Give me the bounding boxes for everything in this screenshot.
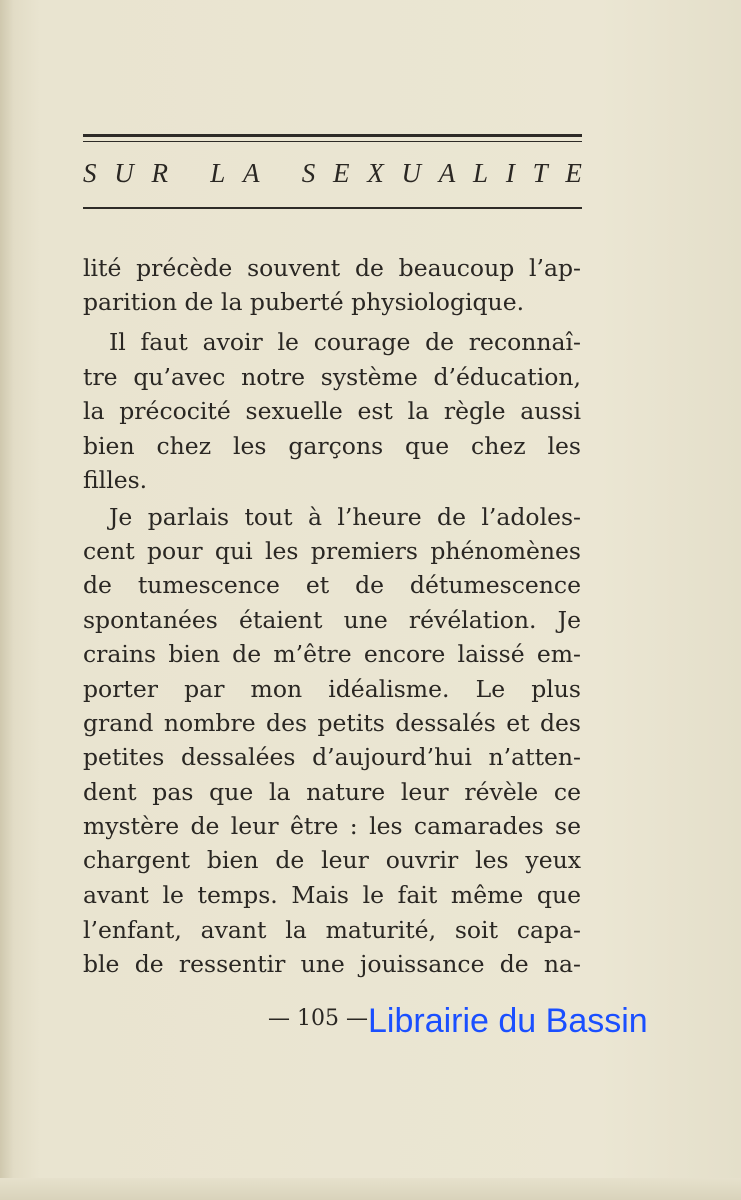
text-line: filles. bbox=[83, 466, 148, 494]
text-line: cent pour qui les premiers phénomènes bbox=[83, 537, 581, 565]
text-line: la précocité sexuelle est la règle aussi bbox=[83, 397, 581, 425]
running-header: S U R L A S E X U A L I T E bbox=[83, 158, 582, 188]
text-line: crains bien de m’être encore laissé em- bbox=[83, 640, 581, 668]
text-line: chargent bien de leur ouvrir les yeux bbox=[83, 846, 581, 874]
text-line: avant le temps. Mais le fait même que bbox=[83, 881, 581, 909]
text-line: Je parlais tout à l’heure de l’adoles- bbox=[109, 503, 581, 531]
text-line: bien chez les garçons que chez les bbox=[83, 432, 581, 460]
header-rule-top-thick bbox=[83, 134, 582, 137]
text-line: ble de ressentir une jouissance de na- bbox=[83, 950, 581, 978]
page-number: — 105 — bbox=[268, 1006, 368, 1031]
text-line: parition de la puberté physiologique. bbox=[83, 288, 525, 316]
watermark: Librairie du Bassin bbox=[368, 1002, 648, 1040]
text-line: de tumescence et de détumescence bbox=[83, 571, 581, 599]
header-rule-bottom bbox=[83, 207, 582, 209]
header-rule-top-thin bbox=[83, 141, 582, 142]
text-line: grand nombre des petits dessalés et des bbox=[83, 709, 581, 737]
text-line: porter par mon idéalisme. Le plus bbox=[83, 675, 581, 703]
text-line: l’enfant, avant la maturité, soit capa- bbox=[83, 916, 581, 944]
page-edge bbox=[0, 1178, 741, 1200]
text-line: petites dessalées d’aujourd’hui n’atten- bbox=[83, 743, 581, 771]
text-line: lité précède souvent de beaucoup l’ap- bbox=[83, 254, 581, 282]
text-line: dent pas que la nature leur révèle ce bbox=[83, 778, 581, 806]
text-line: spontanées étaient une révélation. Je bbox=[83, 606, 581, 634]
text-line: mystère de leur être : les camarades se bbox=[83, 812, 581, 840]
text-line: Il faut avoir le courage de reconnaî- bbox=[109, 328, 581, 356]
text-line: tre qu’avec notre système d’éducation, bbox=[83, 363, 581, 391]
